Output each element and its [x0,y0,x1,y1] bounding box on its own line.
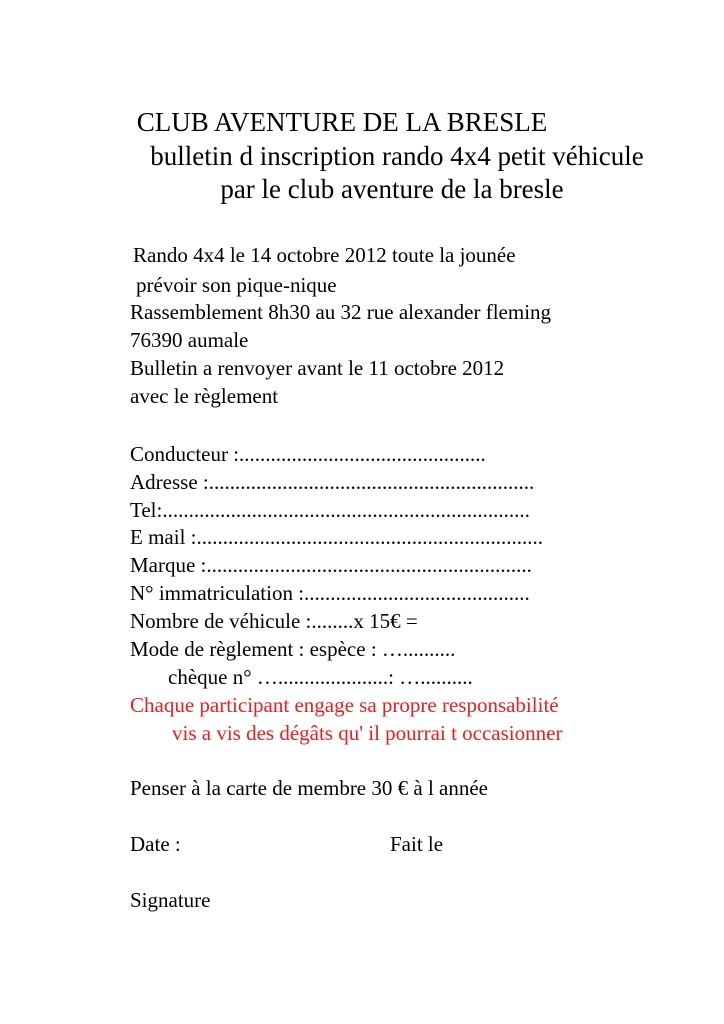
form-title: bulletin d inscription rando 4x4 petit véhicule [150,141,644,171]
driver-field: Conducteur :............................................... [130,442,486,466]
event-date-line: Rando 4x4 le 14 octobre 2012 toute la jounée [133,243,516,267]
city-line: 76390 aumale [130,328,249,352]
cheque-field: chèque n° ….....................: ….......... [168,665,473,689]
done-at-label: Fait le [390,832,444,856]
address-field: Adresse :.............................................................. [130,470,535,494]
phone-field: Tel:...................................................................... [130,498,530,522]
form-subtitle: par le club aventure de la bresle [220,174,564,204]
picnic-line: prévoir son pique-nique [136,273,337,297]
meeting-line: Rassemblement 8h30 au 32 rue alexander fleming [130,300,552,324]
warning-line-1: Chaque participant engage sa propre responsabilité [130,693,559,717]
deadline-line: Bulletin a renvoyer avant le 11 octobre 2012 [130,356,505,380]
email-field: E mail :.................................................................. [130,525,543,549]
payment-note-line: avec le règlement [130,384,279,408]
signature-label: Signature [130,888,211,912]
club-title: CLUB AVENTURE DE LA BRESLE [136,107,548,137]
warning-line-2: vis a vis des dégâts qu' il pourrai t occasionner [172,721,563,745]
vehicle-count-field: Nombre de véhicule :........x 15€ = [130,609,418,633]
brand-field: Marque :.............................................................. [130,553,532,577]
date-label: Date : [130,832,181,856]
registration-field: N° immatriculation :........................................... [130,581,530,605]
membership-note: Penser à la carte de membre 30 € à l année [130,776,488,800]
payment-mode-field: Mode de règlement : espèce : ….......... [130,637,456,661]
